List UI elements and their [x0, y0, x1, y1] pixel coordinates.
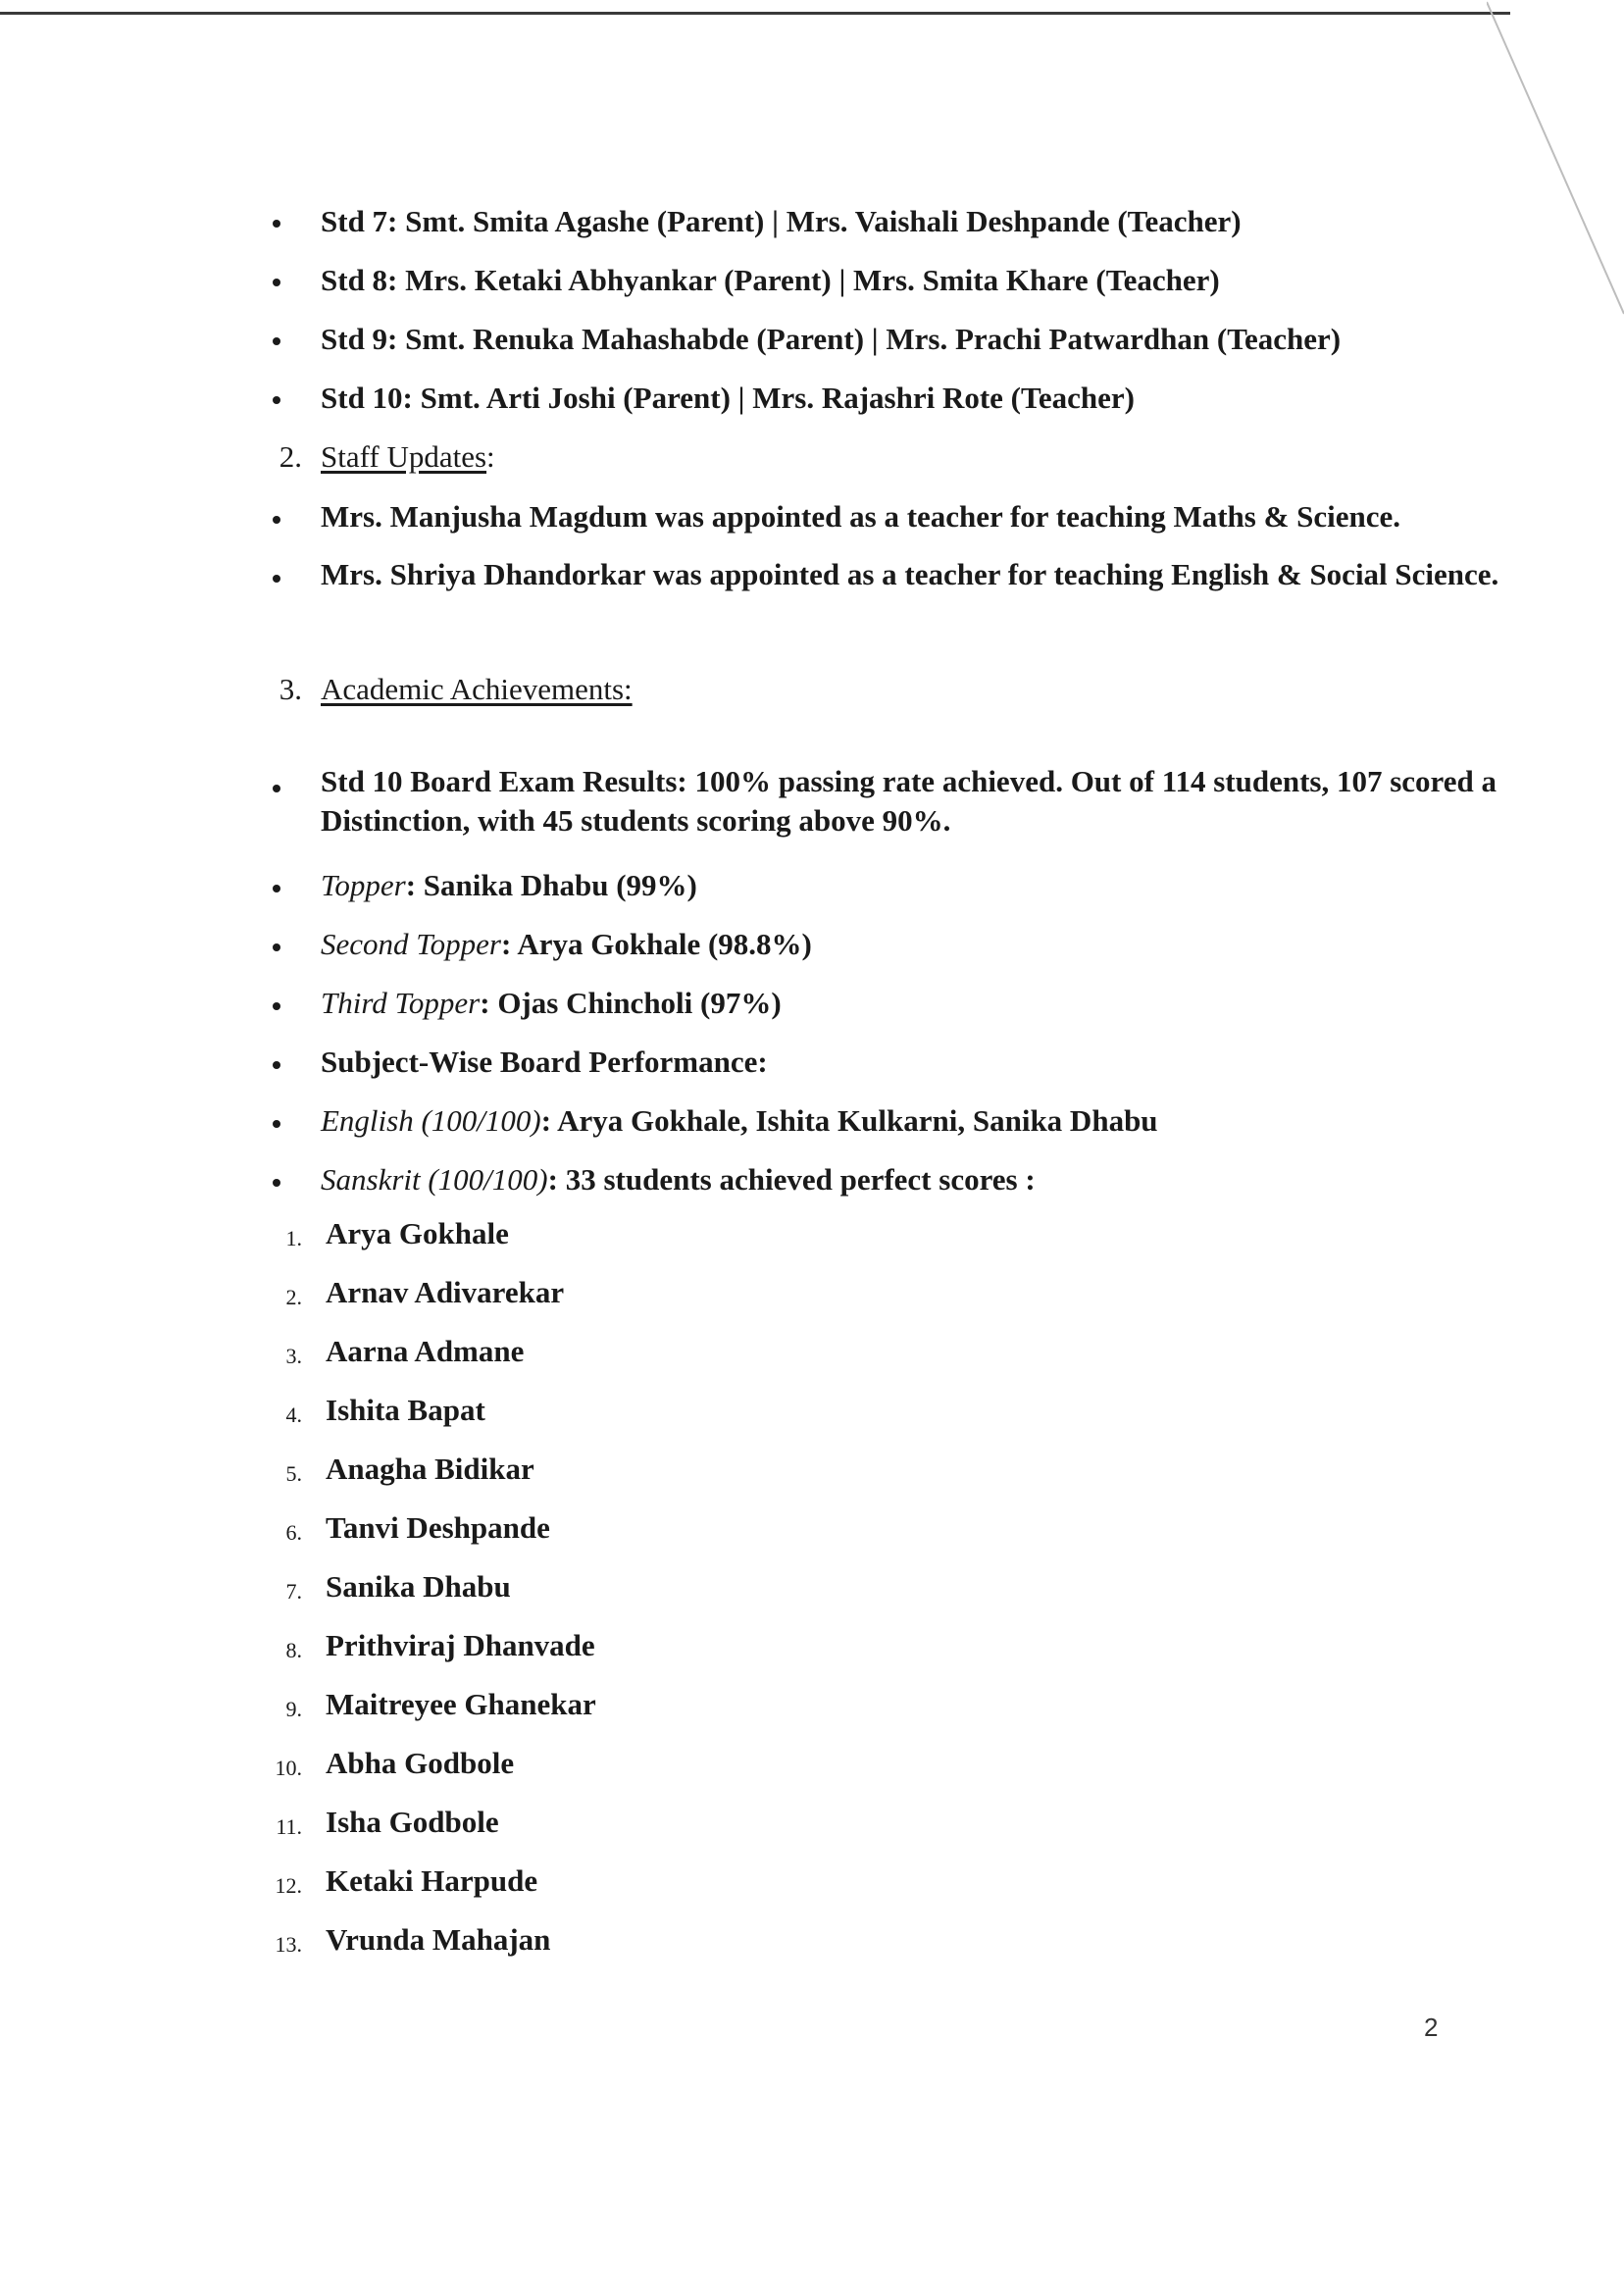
topper-label: Second Topper	[321, 927, 501, 961]
list-number: 8.	[285, 1638, 302, 1662]
bullet-icon	[273, 575, 280, 583]
committee-item: Std 8: Mrs. Ketaki Abhyankar (Parent) | Mrs. Smita Khare (Teacher)	[321, 263, 1220, 297]
list-number: 7.	[285, 1579, 302, 1604]
bullet-icon	[273, 1120, 280, 1128]
committee-item: Std 9: Smt. Renuka Mahashabde (Parent) | Mrs. Prachi Patwardhan (Teacher)	[321, 322, 1342, 356]
topper-label: Third Topper	[321, 986, 481, 1020]
sanskrit-performance	[321, 1160, 1036, 1199]
topper-item	[321, 925, 812, 964]
subject-label: English (100/100)	[321, 1103, 541, 1138]
student-name: Ishita Bapat	[326, 1393, 485, 1427]
list-number: 11.	[276, 1814, 302, 1839]
committee-item: Std 10: Smt. Arti Joshi (Parent) | Mrs. Rajashri Rote (Teacher)	[321, 381, 1135, 415]
bullet-icon	[273, 943, 280, 951]
list-number: 5.	[285, 1461, 302, 1486]
student-name: Ketaki Harpude	[326, 1863, 538, 1898]
subject-heading: Subject-Wise Board Performance:	[321, 1045, 768, 1079]
student-name: Isha Godbole	[326, 1805, 499, 1839]
topper-value: : Ojas Chincholi (97%)	[480, 986, 782, 1020]
staff-update-item: Mrs. Manjusha Magdum was appointed as a teacher for teaching Maths & Science.	[321, 499, 1401, 534]
topper-item	[321, 866, 697, 905]
list-number: 12.	[275, 1873, 302, 1898]
subject-value: : 33 students achieved perfect scores :	[547, 1162, 1036, 1197]
subject-label: Sanskrit (100/100)	[321, 1162, 548, 1197]
bullet-icon	[273, 1061, 280, 1069]
page-number: 2	[1424, 2013, 1439, 2042]
student-name: Aarna Admane	[326, 1334, 525, 1368]
bullet-icon	[273, 220, 280, 228]
list-number: 1.	[285, 1226, 302, 1250]
topper-value: : Sanika Dhabu (99%)	[405, 868, 697, 902]
heading-colon: :	[486, 439, 495, 474]
section-heading-staff-updates	[321, 437, 495, 477]
list-number: 6.	[285, 1520, 302, 1545]
section-heading-academic	[321, 670, 633, 709]
student-name: Vrunda Mahajan	[326, 1922, 551, 1957]
topper-label: Topper	[321, 868, 406, 902]
bullet-icon	[273, 1179, 280, 1187]
committee-item: Std 7: Smt. Smita Agashe (Parent) | Mrs. Vaishali Deshpande (Teacher)	[321, 204, 1242, 238]
student-name: Tanvi Deshpande	[326, 1510, 550, 1545]
bullet-icon	[273, 396, 280, 404]
student-name: Anagha Bidikar	[326, 1452, 534, 1486]
bullet-icon	[273, 516, 280, 524]
bullet-icon	[273, 885, 280, 892]
staff-update-item: Mrs. Shriya Dhandorkar was appointed as a teacher for teaching English & Social Science.	[321, 557, 1499, 591]
topper-item	[321, 984, 782, 1023]
topper-value: : Arya Gokhale (98.8%)	[501, 927, 812, 961]
list-number: 4.	[285, 1402, 302, 1427]
list-number: 3.	[285, 1344, 302, 1368]
bullet-icon	[273, 1002, 280, 1010]
student-name: Prithviraj Dhanvade	[326, 1628, 595, 1662]
student-name: Abha Godbole	[326, 1746, 515, 1780]
list-number: 10.	[275, 1756, 302, 1780]
bullet-icon	[273, 337, 280, 345]
bullet-icon	[273, 279, 280, 286]
student-name: Sanika Dhabu	[326, 1569, 511, 1604]
section-title: Staff Updates	[321, 439, 487, 474]
list-number: 2.	[285, 1285, 302, 1309]
student-name: Arnav Adivarekar	[326, 1275, 565, 1309]
section-number: 3.	[279, 672, 302, 706]
section-title: Academic Achievements:	[321, 672, 633, 706]
student-name: Arya Gokhale	[326, 1216, 509, 1250]
english-performance	[321, 1101, 1158, 1141]
bullet-icon	[273, 785, 280, 792]
board-results: Std 10 Board Exam Results: 100% passing rate achieved. Out of 114 students, 107 scored a Distinction, with 45 students scoring above 90%.	[321, 764, 1497, 838]
list-number: 9.	[285, 1697, 302, 1721]
student-name: Maitreyee Ghanekar	[326, 1687, 596, 1721]
section-number: 2.	[279, 439, 302, 474]
list-number: 13.	[275, 1932, 302, 1957]
subject-value: : Arya Gokhale, Ishita Kulkarni, Sanika Dhabu	[540, 1103, 1158, 1138]
